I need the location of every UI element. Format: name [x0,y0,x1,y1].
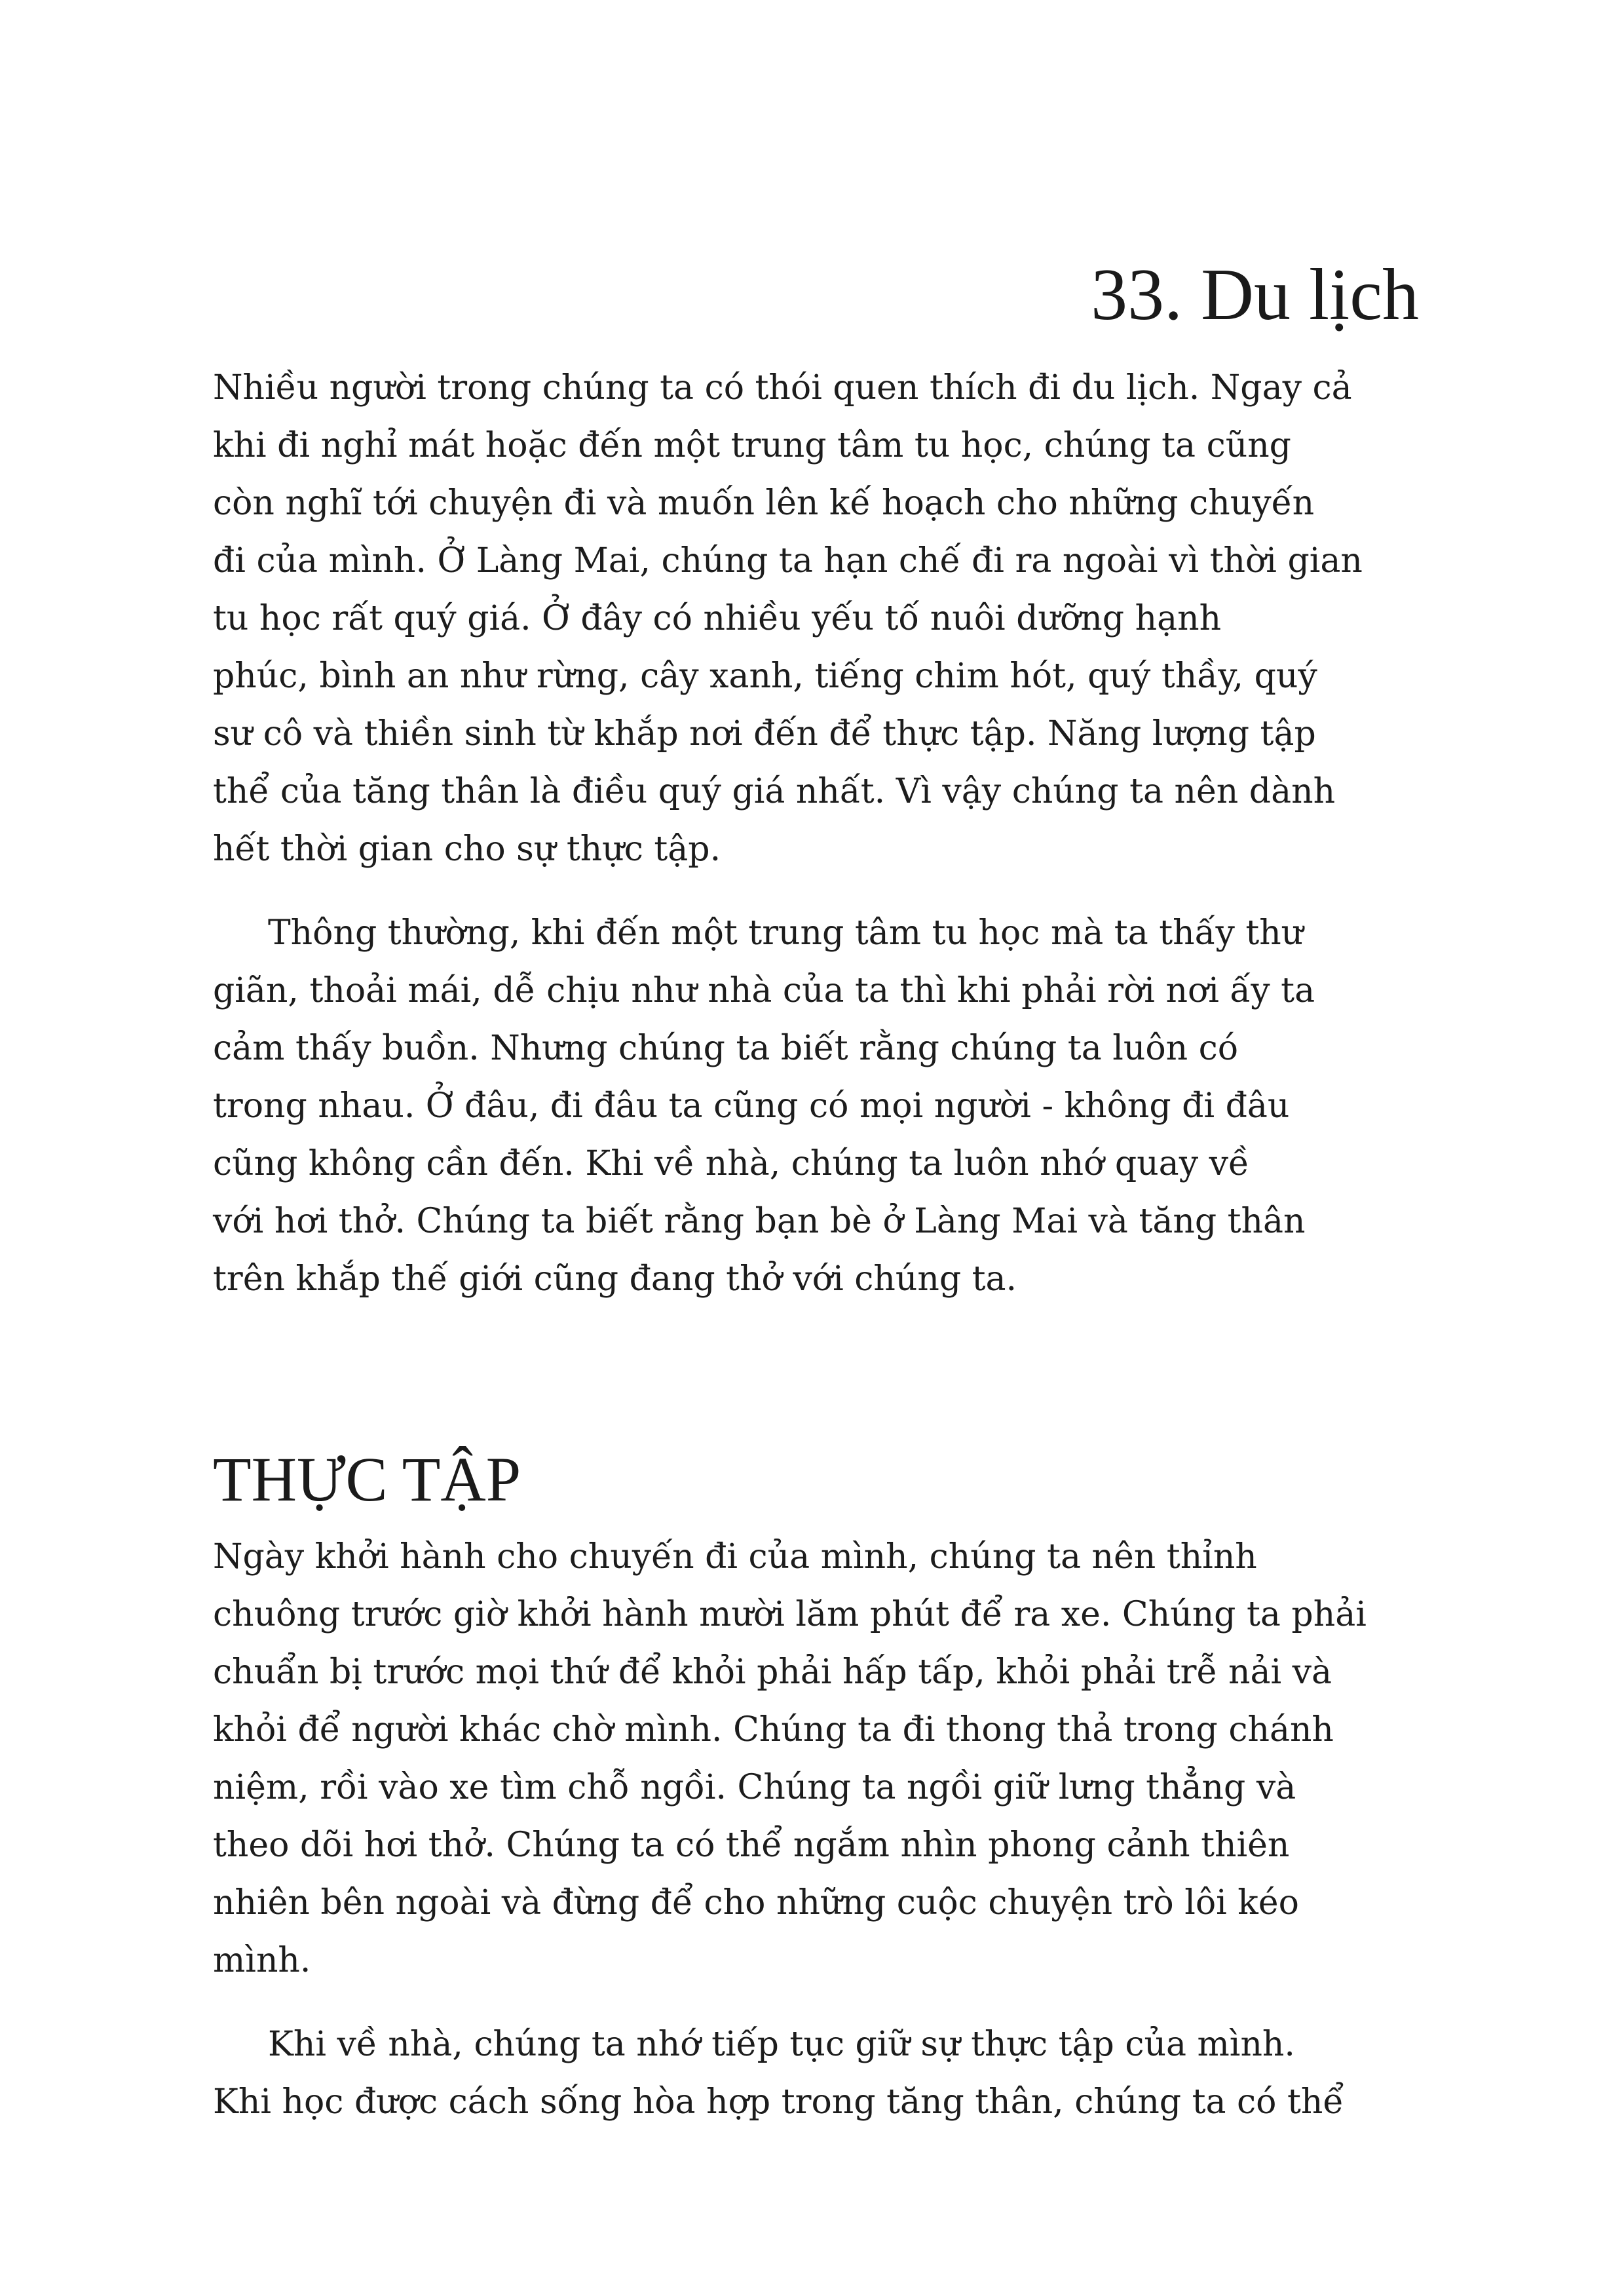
practice-paragraph-1: Ngày khởi hành cho chuyến đi của mình, chúng ta nên thỉnh chuông trước giờ khởi hành mười lăm phút để ra xe. Chúng ta phải chuẩn bị trước mọi thứ để khỏi phải hấp tấp, khỏi phải trễ nải và khỏi để người khác chờ mình. Chúng ta đi thong thả trong chánh niệm, rồi vào xe tìm chỗ ngồi. Chúng ta ngồi giữ lưng thẳng và theo dõi hơi thở. Chúng ta có thể ngắm nhìn phong cảnh thiên nhiên bên ngoài và đừng để cho những cuộc chuyện trò lôi kéo mình. [213,1537,1367,1980]
intro-paragraph-2: Thông thường, khi đến một trung tâm tu học mà ta thấy thư giãn, thoải mái, dễ chịu như nhà của ta thì khi phải rời nơi ấy ta cảm thấy buồn. Nhưng chúng ta biết rằng chúng ta luôn có trong nhau. Ở đâu, đi đâu ta cũng có mọi người - không đi đâu cũng không cần đến. Khi về nhà, chúng ta luôn nhớ quay về với hơi thở. Chúng ta biết rằng bạn bè ở Làng Mai và tăng thân trên khắp thế giới cũng đang thở với chúng ta. [213,913,1315,1299]
intro-section [213,359,1445,1308]
intro-paragraph-1: Nhiều người trong chúng ta có thói quen thích đi du lịch. Ngay cả khi đi nghỉ mát hoặc đến một trung tâm tu học, chúng ta cũng còn nghĩ tới chuyện đi và muốn lên kế hoạch cho những chuyến đi của mình. Ở Làng Mai, chúng ta hạn chế đi ra ngoài vì thời gian tu học rất quý giá. Ở đây có nhiều yếu tố nuôi dưỡng hạnh phúc, bình an như rừng, cây xanh, tiếng chim hót, quý thầy, quý sư cô và thiền sinh từ khắp nơi đến để thực tập. Năng lượng tập thể của tăng thân là điều quý giá nhất. Vì vậy chúng ta nên dành hết thời gian cho sự thực tập. [213,368,1363,869]
section-heading-practice: THỰC TẬP [213,1444,521,1514]
practice-paragraph-2: Khi về nhà, chúng ta nhớ tiếp tục giữ sự thực tập của mình. Khi học được cách sống hòa hợp trong tăng thân, chúng ta có thể [213,2025,1344,2122]
chapter-title: 33. Du lịch [1091,254,1419,335]
practice-section [213,1528,1445,2131]
